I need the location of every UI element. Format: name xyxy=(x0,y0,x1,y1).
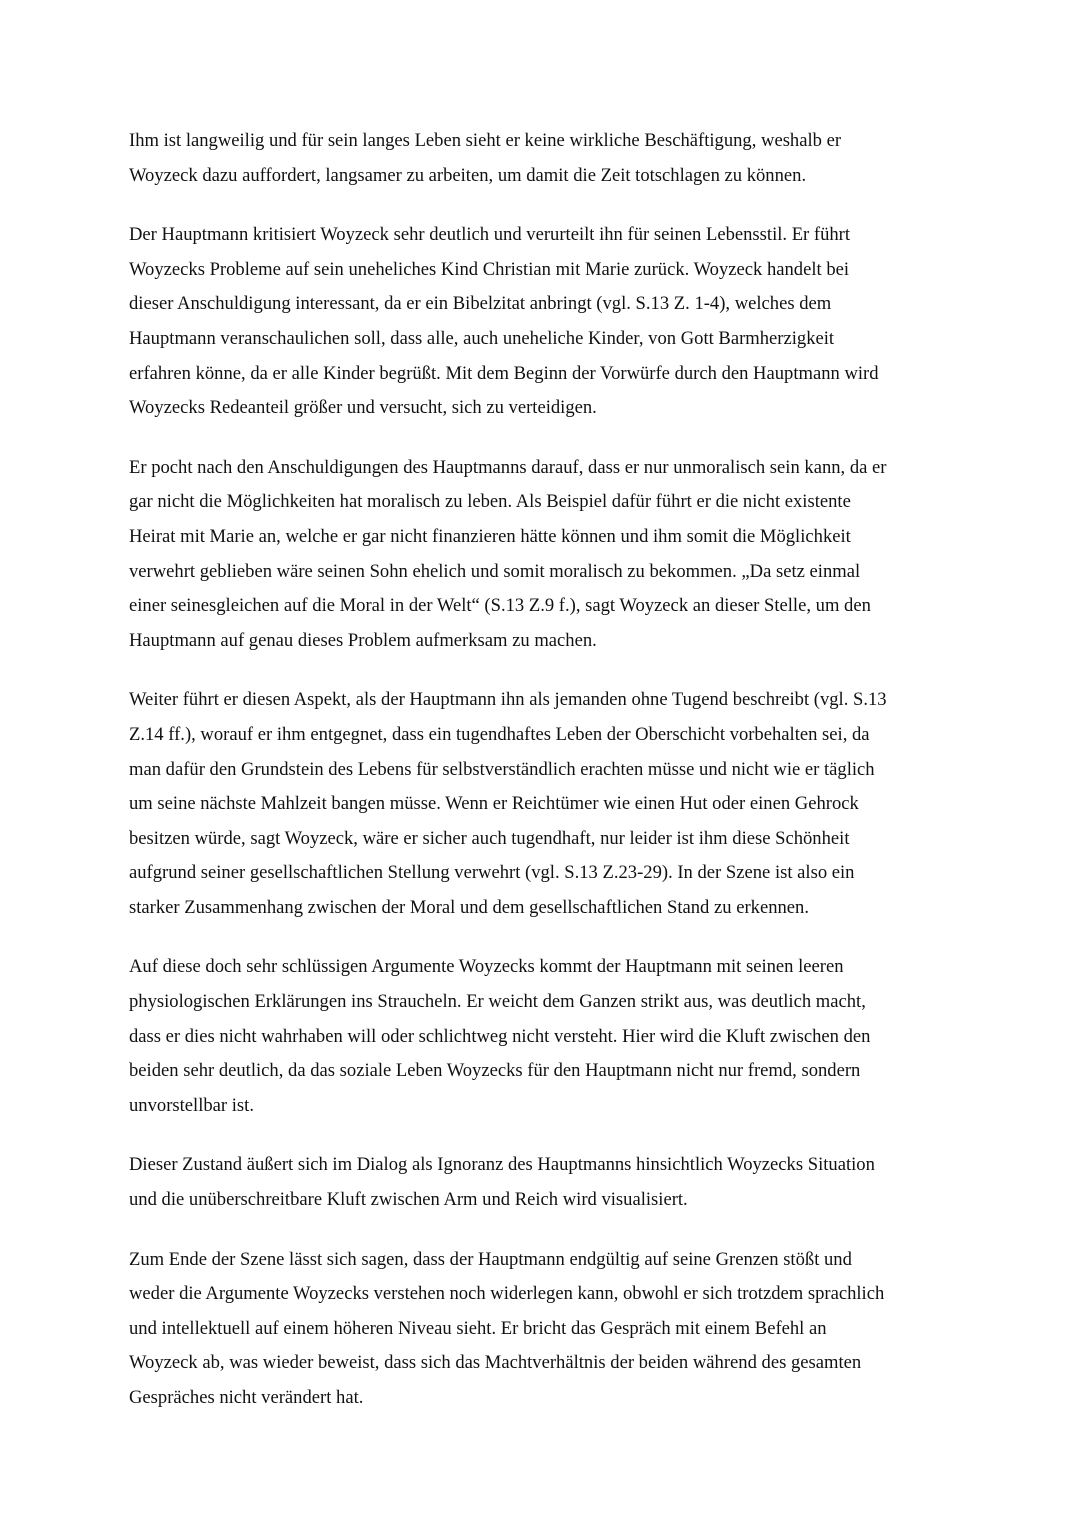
paragraph-6 xyxy=(129,1148,955,1217)
text-line: Heirat mit Marie an, welche er gar nicht finanzieren hätte können und ihm somit die Möglichkeit xyxy=(129,525,851,547)
paragraph-1 xyxy=(129,124,955,193)
text-line: weder die Argumente Woyzecks verstehen noch widerlegen kann, obwohl er sich trotzdem sprachlich xyxy=(129,1283,885,1305)
text-line: Woyzeck dazu auffordert, langsamer zu arbeiten, um damit die Zeit totschlagen zu können. xyxy=(129,164,807,186)
text-line: dieser Anschuldigung interessant, da er ein Bibelzitat anbringt (vgl. S.13 Z. 1-4), welches dem xyxy=(129,293,832,315)
paragraph-5 xyxy=(129,950,955,1123)
text-line: Hauptmann veranschaulichen soll, dass alle, auch uneheliche Kinder, von Gott Barmherzigkeit xyxy=(129,327,835,349)
document-body xyxy=(129,124,955,1441)
paragraph-4 xyxy=(129,683,955,925)
text-line: Weiter führt er diesen Aspekt, als der Hauptmann ihn als jemanden ohne Tugend beschreibt (vgl. S.13 xyxy=(129,689,887,711)
text-line: Dieser Zustand äußert sich im Dialog als Ignoranz des Hauptmanns hinsichtlich Woyzecks Situation xyxy=(129,1154,875,1176)
text-line: erfahren könne, da er alle Kinder begrüßt. Mit dem Beginn der Vorwürfe durch den Hauptmann wird xyxy=(129,362,879,384)
text-line: Zum Ende der Szene lässt sich sagen, dass der Hauptmann endgültig auf seine Grenzen stößt und xyxy=(129,1248,852,1270)
text-line: Woyzecks Probleme auf sein uneheliches Kind Christian mit Marie zurück. Woyzeck handelt bei xyxy=(129,258,850,280)
text-line: Er pocht nach den Anschuldigungen des Hauptmanns darauf, dass er nur unmoralisch sein kann, da er xyxy=(129,456,887,478)
paragraph-2 xyxy=(129,218,955,426)
text-line: um seine nächste Mahlzeit bangen müsse. Wenn er Reichtümer wie einen Hut oder einen Gehrock xyxy=(129,793,859,815)
text-line: Z.14 ff.), worauf er ihm entgegnet, dass ein tugendhaftes Leben der Oberschicht vorbehalten sei, da xyxy=(129,723,870,745)
text-line: und intellektuell auf einem höheren Niveau sieht. Er bricht das Gespräch mit einem Befehl an xyxy=(129,1317,827,1339)
text-line: beiden sehr deutlich, da das soziale Leben Woyzecks für den Hauptmann nicht nur fremd, sondern xyxy=(129,1060,861,1082)
paragraph-7 xyxy=(129,1243,955,1416)
text-line: physiologischen Erklärungen ins Straucheln. Er weicht dem Ganzen strikt aus, was deutlich macht, xyxy=(129,991,866,1013)
text-line: Hauptmann auf genau dieses Problem aufmerksam zu machen. xyxy=(129,629,597,651)
text-line: unvorstellbar ist. xyxy=(129,1094,254,1116)
text-line: verwehrt geblieben wäre seinen Sohn ehelich und somit moralisch zu bekommen. „Da setz einmal xyxy=(129,560,861,582)
text-line: gar nicht die Möglichkeiten hat moralisch zu leben. Als Beispiel dafür führt er die nicht existente xyxy=(129,491,851,513)
text-line: Woyzeck ab, was wieder beweist, dass sich das Machtverhältnis der beiden während des gesamten xyxy=(129,1352,862,1374)
text-line: starker Zusammenhang zwischen der Moral und dem gesellschaftlichen Stand zu erkennen. xyxy=(129,896,809,918)
text-line: Der Hauptmann kritisiert Woyzeck sehr deutlich und verurteilt ihn für seinen Lebensstil. Er führt xyxy=(129,224,851,246)
text-line: dass er dies nicht wahrhaben will oder schlichtweg nicht versteht. Hier wird die Kluft zwischen den xyxy=(129,1025,871,1047)
text-line: einer seinesgleichen auf die Moral in der Welt“ (S.13 Z.9 f.), sagt Woyzeck an dieser Stelle, um den xyxy=(129,595,871,617)
paragraph-3 xyxy=(129,451,955,659)
text-line: aufgrund seiner gesellschaftlichen Stellung verwehrt (vgl. S.13 Z.23-29). In der Szene ist also ein xyxy=(129,862,855,884)
text-line: Ihm ist langweilig und für sein langes Leben sieht er keine wirkliche Beschäftigung, weshalb er xyxy=(129,130,842,151)
text-line: Woyzecks Redeanteil größer und versucht, sich zu verteidigen. xyxy=(129,397,597,419)
text-line: Auf diese doch sehr schlüssigen Argumente Woyzecks kommt der Hauptmann mit seinen leeren xyxy=(129,956,844,978)
text-line: man dafür den Grundstein des Lebens für selbstverständlich erachten müsse und nicht wie er täglich xyxy=(129,758,875,780)
text-line: Gespräches nicht verändert hat. xyxy=(129,1387,364,1408)
text-line: besitzen würde, sagt Woyzeck, wäre er sicher auch tugendhaft, nur leider ist ihm diese Schönheit xyxy=(129,827,850,849)
text-line: und die unüberschreitbare Kluft zwischen Arm und Reich wird visualisiert. xyxy=(129,1189,688,1211)
